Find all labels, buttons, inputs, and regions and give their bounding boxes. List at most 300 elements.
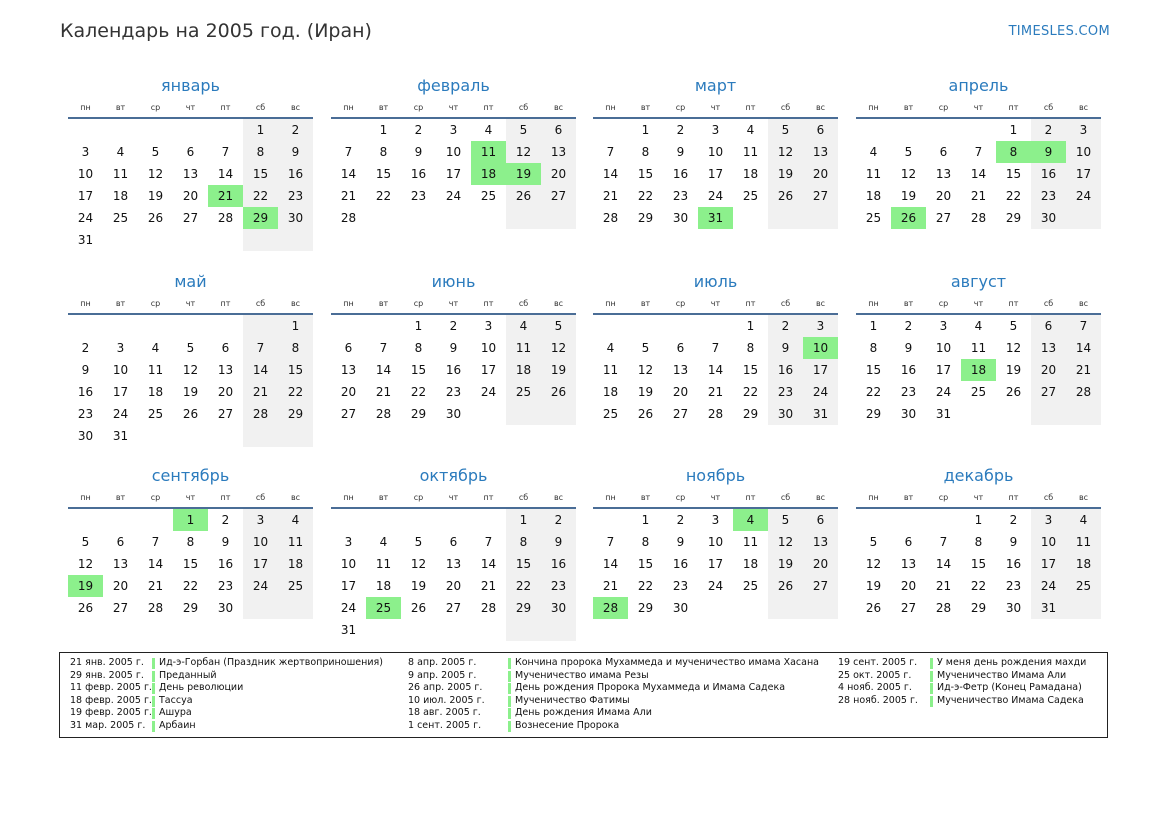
- day-cell: 1: [243, 119, 278, 141]
- day-cell: 21: [1066, 359, 1101, 381]
- day-cell: 26: [147, 211, 164, 225]
- weekday-header: чт: [436, 98, 471, 119]
- weekday-header: пт: [208, 98, 243, 119]
- empty-cell: [243, 315, 278, 337]
- day-cell: 8: [641, 145, 650, 159]
- month-4: [856, 75, 1101, 229]
- legend-date: 25 окт. 2005 г.: [838, 669, 912, 681]
- weekday-header: чт: [698, 488, 733, 509]
- day-cell: 13: [803, 531, 838, 553]
- page-title: Календарь на 2005 год. (Иран): [60, 20, 372, 42]
- day-cell: 7: [1066, 315, 1101, 337]
- weekday-header: вт: [366, 294, 401, 315]
- weekday-header: ср: [401, 294, 436, 315]
- day-cell: 19: [541, 359, 576, 381]
- weekday-header: ср: [663, 488, 698, 509]
- day-cell: 17: [1031, 553, 1066, 575]
- day-cell: 5: [186, 341, 195, 355]
- day-cell: 11: [742, 145, 759, 159]
- day-cell: 9: [1009, 535, 1018, 549]
- legend-color-marker: [508, 683, 511, 694]
- legend-color-marker: [152, 721, 155, 732]
- day-cell: 11: [742, 535, 759, 549]
- day-cell: 30: [900, 407, 917, 421]
- day-cell: 6: [803, 509, 838, 531]
- day-cell: 21: [707, 385, 724, 399]
- day-cell: 15: [243, 163, 278, 185]
- day-cell: 19: [637, 385, 654, 399]
- empty-cell: [926, 509, 961, 531]
- empty-cell: [173, 119, 208, 141]
- day-cell: 3: [939, 319, 948, 333]
- day-cell: 12: [77, 557, 94, 571]
- legend-item: [70, 657, 383, 670]
- day-cell: 2: [676, 123, 685, 137]
- holiday-day-cell: 21: [208, 185, 243, 207]
- day-cell: 5: [768, 509, 803, 531]
- day-cell: 18: [742, 557, 759, 571]
- day-cell: 2: [414, 123, 423, 137]
- day-cell: 6: [939, 145, 948, 159]
- weekday-header: вт: [628, 294, 663, 315]
- day-cell: 20: [900, 579, 917, 593]
- holiday-day-cell: 9: [1031, 141, 1066, 163]
- day-cell: 30: [541, 597, 576, 619]
- day-cell: 26: [865, 601, 882, 615]
- month-days-grid: [593, 488, 838, 619]
- day-cell: 23: [672, 189, 689, 203]
- empty-cell: [856, 119, 891, 141]
- day-cell: 27: [1031, 381, 1066, 403]
- day-cell: 31: [1031, 597, 1066, 619]
- day-cell: 4: [116, 145, 125, 159]
- empty-cell: [541, 403, 576, 425]
- day-cell: 9: [904, 341, 913, 355]
- day-cell: 4: [606, 341, 615, 355]
- month-days-grid: [856, 98, 1101, 229]
- day-cell: 1: [278, 315, 313, 337]
- day-cell: 31: [112, 429, 129, 443]
- empty-cell: [243, 229, 278, 251]
- weekday-header: пт: [471, 488, 506, 509]
- legend-color-marker: [152, 671, 155, 682]
- empty-cell: [366, 315, 401, 337]
- day-cell: 14: [1066, 337, 1101, 359]
- legend-color-marker: [508, 696, 511, 707]
- weekday-header: вс: [1066, 294, 1101, 315]
- day-cell: 11: [278, 531, 313, 553]
- legend-date: 18 авг. 2005 г.: [408, 707, 481, 718]
- legend-holiday-name: Ид-э-Горбан (Праздник жертвоприношения): [159, 657, 383, 668]
- weekday-header: пт: [996, 488, 1031, 509]
- day-cell: 21: [340, 189, 357, 203]
- day-cell: 1: [379, 123, 388, 137]
- legend-item: [408, 720, 819, 733]
- day-cell: 10: [243, 531, 278, 553]
- day-cell: 23: [445, 385, 462, 399]
- day-cell: 15: [970, 557, 987, 571]
- day-cell: 22: [243, 185, 278, 207]
- legend-column: [838, 657, 1086, 707]
- day-cell: 28: [935, 601, 952, 615]
- day-cell: 3: [344, 535, 353, 549]
- day-cell: 29: [410, 407, 427, 421]
- day-cell: 25: [742, 579, 759, 593]
- legend-holiday-name: Преданный: [159, 669, 217, 681]
- empty-cell: [471, 619, 506, 641]
- day-cell: 11: [375, 557, 392, 571]
- weekday-header: пт: [733, 488, 768, 509]
- day-cell: 5: [768, 119, 803, 141]
- day-cell: 27: [445, 601, 462, 615]
- weekday-header: ср: [401, 98, 436, 119]
- day-cell: 21: [375, 385, 392, 399]
- day-cell: 16: [541, 553, 576, 575]
- day-cell: 1: [506, 509, 541, 531]
- weekday-header: пн: [856, 294, 891, 315]
- day-cell: 24: [707, 579, 724, 593]
- weekday-header: сб: [1031, 488, 1066, 509]
- empty-cell: [698, 597, 733, 619]
- weekday-header: пн: [331, 294, 366, 315]
- month-name: октябрь: [419, 466, 488, 485]
- day-cell: 25: [147, 407, 164, 421]
- weekday-header: вс: [1066, 98, 1101, 119]
- day-cell: 6: [344, 341, 353, 355]
- day-cell: 7: [606, 145, 615, 159]
- day-cell: 30: [672, 211, 689, 225]
- day-cell: 15: [506, 553, 541, 575]
- day-cell: 30: [77, 429, 94, 443]
- day-cell: 4: [278, 509, 313, 531]
- empty-cell: [856, 509, 891, 531]
- day-cell: 3: [116, 341, 125, 355]
- day-cell: 14: [243, 359, 278, 381]
- day-cell: 25: [1066, 575, 1101, 597]
- day-cell: 26: [77, 601, 94, 615]
- legend-item: [70, 720, 383, 733]
- day-cell: 12: [900, 167, 917, 181]
- weekday-header: ср: [138, 98, 173, 119]
- weekday-header: чт: [173, 294, 208, 315]
- weekday-header: пн: [593, 98, 628, 119]
- day-cell: 20: [112, 579, 129, 593]
- weekday-header: пн: [331, 488, 366, 509]
- month-days-grid: [68, 98, 313, 251]
- day-cell: 16: [672, 167, 689, 181]
- day-cell: 13: [541, 141, 576, 163]
- day-cell: 13: [803, 141, 838, 163]
- legend-holiday-name: Кончина пророка Мухаммеда и мученичество имама Хасана: [515, 657, 819, 668]
- day-cell: 12: [768, 141, 803, 163]
- day-cell: 11: [147, 363, 164, 377]
- legend-item: [408, 695, 819, 708]
- legend-holiday-name: Арбаин: [159, 719, 196, 731]
- empty-cell: [698, 315, 733, 337]
- weekday-header: чт: [173, 98, 208, 119]
- day-cell: 16: [445, 363, 462, 377]
- day-cell: 2: [449, 319, 458, 333]
- day-cell: 9: [278, 141, 313, 163]
- day-cell: 3: [711, 513, 720, 527]
- day-cell: 29: [278, 403, 313, 425]
- month-2: [331, 75, 576, 229]
- empty-cell: [506, 207, 541, 229]
- day-cell: 18: [742, 167, 759, 181]
- day-cell: 4: [974, 319, 983, 333]
- weekday-header: чт: [436, 294, 471, 315]
- day-cell: 28: [602, 211, 619, 225]
- day-cell: 19: [768, 163, 803, 185]
- empty-cell: [366, 207, 401, 229]
- day-cell: 9: [414, 145, 423, 159]
- day-cell: 18: [112, 189, 129, 203]
- empty-cell: [1066, 207, 1101, 229]
- weekday-header: вс: [541, 488, 576, 509]
- day-cell: 14: [935, 557, 952, 571]
- day-cell: 14: [217, 167, 234, 181]
- month-3: [593, 75, 838, 229]
- day-cell: 4: [1066, 509, 1101, 531]
- legend-holiday-name: Ашура: [159, 707, 192, 718]
- weekday-header: пт: [996, 294, 1031, 315]
- empty-cell: [331, 119, 366, 141]
- legend-date: 10 июл. 2005 г.: [408, 694, 485, 706]
- day-cell: 3: [243, 509, 278, 531]
- day-cell: 16: [1031, 163, 1066, 185]
- empty-cell: [208, 425, 243, 447]
- weekday-header: чт: [961, 98, 996, 119]
- day-cell: 14: [602, 167, 619, 181]
- month-name: декабрь: [943, 466, 1014, 485]
- weekday-header: сб: [1031, 98, 1066, 119]
- empty-cell: [768, 597, 803, 619]
- empty-cell: [173, 425, 208, 447]
- month-name: январь: [161, 76, 220, 95]
- day-cell: 24: [707, 189, 724, 203]
- day-cell: 26: [182, 407, 199, 421]
- holiday-day-cell: 28: [593, 597, 628, 619]
- day-cell: 17: [243, 553, 278, 575]
- day-cell: 22: [865, 385, 882, 399]
- empty-cell: [593, 119, 628, 141]
- weekday-header: пт: [471, 98, 506, 119]
- day-cell: 16: [900, 363, 917, 377]
- day-cell: 4: [151, 341, 160, 355]
- weekday-header: пт: [471, 294, 506, 315]
- day-cell: 29: [1005, 211, 1022, 225]
- day-cell: 2: [1009, 513, 1018, 527]
- day-cell: 15: [865, 363, 882, 377]
- empty-cell: [103, 229, 138, 251]
- day-cell: 2: [904, 319, 913, 333]
- day-cell: 16: [672, 557, 689, 571]
- legend-date: 9 апр. 2005 г.: [408, 669, 477, 681]
- empty-cell: [366, 619, 401, 641]
- day-cell: 4: [379, 535, 388, 549]
- day-cell: 19: [1005, 363, 1022, 377]
- legend-holiday-name: Вознесение Пророка: [515, 719, 620, 731]
- day-cell: 16: [1005, 557, 1022, 571]
- day-cell: 1: [746, 319, 755, 333]
- holiday-day-cell: 11: [471, 141, 506, 163]
- legend-item: [70, 682, 383, 695]
- day-cell: 27: [541, 185, 576, 207]
- day-cell: 16: [410, 167, 427, 181]
- empty-cell: [68, 119, 103, 141]
- weekday-header: сб: [768, 98, 803, 119]
- month-10: [331, 465, 576, 641]
- empty-cell: [803, 597, 838, 619]
- legend-date: 26 апр. 2005 г.: [408, 682, 483, 693]
- day-cell: 30: [768, 403, 803, 425]
- day-cell: 5: [151, 145, 160, 159]
- day-cell: 8: [974, 535, 983, 549]
- day-cell: 20: [340, 385, 357, 399]
- day-cell: 12: [768, 531, 803, 553]
- day-cell: 17: [1066, 163, 1101, 185]
- day-cell: 25: [742, 189, 759, 203]
- weekday-header: вт: [366, 98, 401, 119]
- day-cell: 27: [803, 185, 838, 207]
- day-cell: 5: [641, 341, 650, 355]
- day-cell: 13: [182, 167, 199, 181]
- legend-holiday-name: День рождения Имама Али: [515, 707, 652, 718]
- day-cell: 1: [641, 123, 650, 137]
- day-cell: 8: [641, 535, 650, 549]
- empty-cell: [768, 207, 803, 229]
- empty-cell: [961, 403, 996, 425]
- empty-cell: [331, 315, 366, 337]
- legend-holiday-name: Мученичество Фатимы: [515, 694, 630, 706]
- weekday-header: вт: [891, 488, 926, 509]
- day-cell: 3: [1066, 119, 1101, 141]
- day-cell: 6: [803, 119, 838, 141]
- day-cell: 1: [974, 513, 983, 527]
- day-cell: 25: [480, 189, 497, 203]
- day-cell: 9: [221, 535, 230, 549]
- empty-cell: [996, 403, 1031, 425]
- month-1: [68, 75, 313, 251]
- holiday-day-cell: 18: [471, 163, 506, 185]
- empty-cell: [243, 597, 278, 619]
- day-cell: 7: [344, 145, 353, 159]
- day-cell: 28: [707, 407, 724, 421]
- day-cell: 10: [480, 341, 497, 355]
- day-cell: 10: [77, 167, 94, 181]
- day-cell: 1: [641, 513, 650, 527]
- day-cell: 20: [672, 385, 689, 399]
- day-cell: 15: [278, 359, 313, 381]
- weekday-header: чт: [436, 488, 471, 509]
- empty-cell: [593, 509, 628, 531]
- day-cell: 20: [445, 579, 462, 593]
- site-link[interactable]: TIMESLES.COM: [1008, 24, 1110, 39]
- empty-cell: [401, 509, 436, 531]
- day-cell: 9: [81, 363, 90, 377]
- day-cell: 24: [1066, 185, 1101, 207]
- month-days-grid: [331, 294, 576, 425]
- weekday-header: ср: [926, 294, 961, 315]
- day-cell: 10: [1031, 531, 1066, 553]
- empty-cell: [208, 315, 243, 337]
- day-cell: 31: [340, 623, 357, 637]
- legend-date: 4 нояб. 2005 г.: [838, 682, 912, 693]
- weekday-header: вс: [541, 98, 576, 119]
- legend-color-marker: [930, 696, 933, 707]
- day-cell: 23: [900, 385, 917, 399]
- day-cell: 27: [935, 211, 952, 225]
- weekday-header: пт: [733, 98, 768, 119]
- empty-cell: [471, 509, 506, 531]
- month-days-grid: [331, 488, 576, 641]
- empty-cell: [138, 119, 173, 141]
- day-cell: 27: [112, 601, 129, 615]
- day-cell: 13: [445, 557, 462, 571]
- day-cell: 8: [243, 141, 278, 163]
- legend-date: 11 февр. 2005 г.: [70, 682, 152, 693]
- day-cell: 8: [379, 145, 388, 159]
- day-cell: 15: [1005, 167, 1022, 181]
- legend-color-marker: [152, 658, 155, 669]
- holiday-day-cell: 1: [173, 509, 208, 531]
- day-cell: 7: [974, 145, 983, 159]
- day-cell: 20: [182, 189, 199, 203]
- legend-date: 19 сент. 2005 г.: [838, 657, 918, 668]
- legend-item: [408, 657, 819, 670]
- day-cell: 2: [541, 509, 576, 531]
- month-name: сентябрь: [151, 466, 230, 485]
- legend-item: [70, 707, 383, 720]
- day-cell: 29: [637, 601, 654, 615]
- day-cell: 7: [939, 535, 948, 549]
- day-cell: 24: [77, 211, 94, 225]
- day-cell: 14: [147, 557, 164, 571]
- day-cell: 7: [379, 341, 388, 355]
- weekday-header: ср: [138, 294, 173, 315]
- day-cell: 11: [970, 341, 987, 355]
- day-cell: 23: [1031, 185, 1066, 207]
- day-cell: 7: [243, 337, 278, 359]
- day-cell: 8: [869, 341, 878, 355]
- day-cell: 22: [410, 385, 427, 399]
- day-cell: 13: [217, 363, 234, 377]
- month-12: [856, 465, 1101, 619]
- legend-color-marker: [930, 658, 933, 669]
- day-cell: 2: [81, 341, 90, 355]
- day-cell: 21: [147, 579, 164, 593]
- legend-color-marker: [152, 683, 155, 694]
- day-cell: 10: [707, 145, 724, 159]
- empty-cell: [278, 597, 313, 619]
- day-cell: 22: [182, 579, 199, 593]
- month-11: [593, 465, 838, 619]
- weekday-header: вт: [891, 98, 926, 119]
- day-cell: 6: [186, 145, 195, 159]
- day-cell: 4: [506, 315, 541, 337]
- weekday-header: ср: [663, 294, 698, 315]
- day-cell: 28: [375, 407, 392, 421]
- legend-item: [838, 695, 1086, 708]
- weekday-header: вт: [103, 294, 138, 315]
- month-days-grid: [593, 98, 838, 229]
- holiday-legend: [59, 652, 1108, 738]
- empty-cell: [926, 119, 961, 141]
- empty-cell: [138, 509, 173, 531]
- day-cell: 20: [803, 553, 838, 575]
- day-cell: 19: [768, 553, 803, 575]
- month-name: июль: [693, 272, 738, 291]
